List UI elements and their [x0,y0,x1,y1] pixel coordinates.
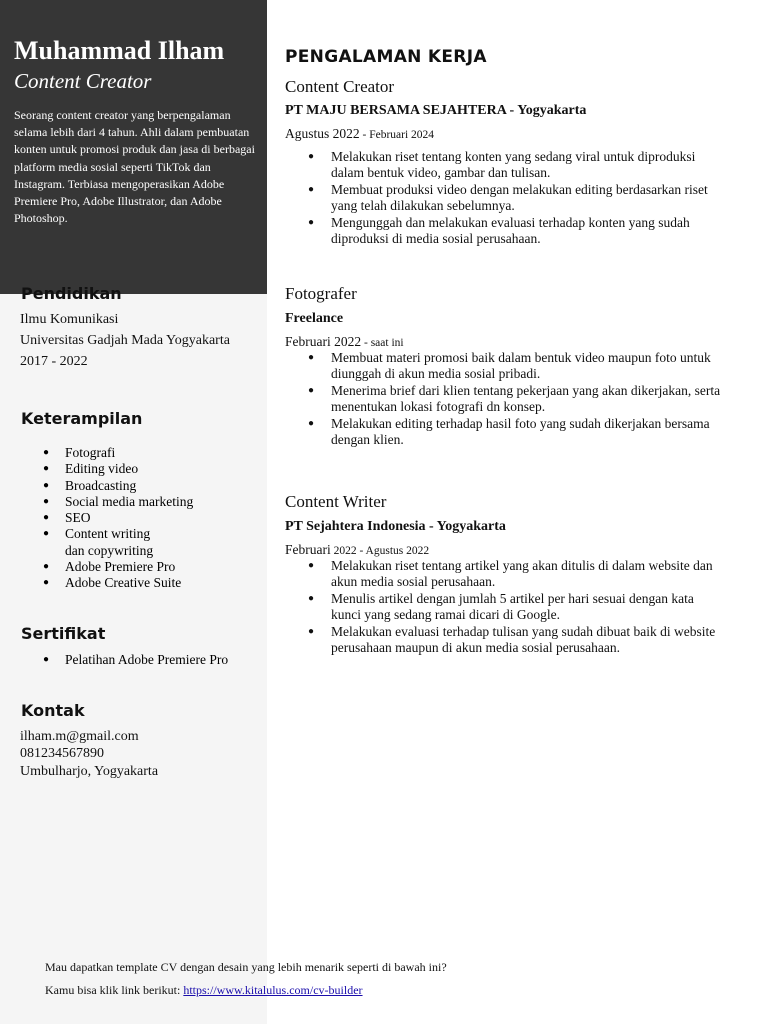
skill-item: ● SEO [20,510,250,526]
job-duty-item: ● Mengunggah dan melakukan evaluasi terhadap konten yang sudah diproduksi di media sosial perusahaan. [285,215,725,248]
job-period: Februari 2022 - saat ini [285,334,404,349]
job-company: PT Sejahtera Indonesia - Yogyakarta [285,519,506,534]
certificates-heading: Sertifikat [21,624,106,643]
job-duty-item: ● Membuat materi promosi baik dalam bentuk video maupun foto untuk diunggah di akun media sosial pribadi. [285,350,725,383]
certificates-list [20,652,250,668]
candidate-title: Content Creator [14,69,152,93]
job-period: Februari 2022 - Agustus 2022 [285,542,430,557]
skill-item: ● Content writing dan copywriting [20,526,250,559]
education-school: Universitas Gadjah Mada Yogyakarta [20,333,230,348]
skills-heading: Keterampilan [21,409,143,428]
job-company: PT MAJU BERSAMA SEJAHTERA - Yogyakarta [285,103,587,118]
experience-heading: PENGALAMAN KERJA [285,47,487,67]
job-duty-item: ● Menerima brief dari klien tentang pekerjaan yang akan dikerjakan, serta menentukan lokasi fotografi dn konsep. [285,383,725,416]
job-title: Fotografer [285,284,357,303]
contact-email: ilham.m@gmail.com [20,729,139,744]
job-duties [285,149,725,247]
job-title: Content Creator [285,77,395,96]
education-heading: Pendidikan [21,284,122,303]
certificate-item: ● Pelatihan Adobe Premiere Pro [20,652,250,668]
job-duty-item: ● Melakukan riset tentang konten yang sedang viral untuk diproduksi dalam bentuk video, gambar dan tulisan. [285,149,725,182]
footer-promo-text: Mau dapatkan template CV dengan desain yang lebih menarik seperti di bawah ini? [45,960,447,974]
skill-item: ● Broadcasting [20,478,250,494]
job-duty-item: ● Melakukan editing terhadap hasil foto yang sudah dikerjakan bersama dengan klien. [285,416,725,449]
job-duty-item: ● Melakukan riset tentang artikel yang akan ditulis di dalam website dan akun media sosial perusahaan. [285,558,725,591]
footer-link-prefix: Kamu bisa klik link berikut: [45,983,184,997]
job-duties [285,558,725,656]
job-duty-item: ● Membuat produksi video dengan melakukan editing berdasarkan riset yang telah dilakukan sebelumnya. [285,182,725,215]
contact-phone: 081234567890 [20,746,104,761]
education-years: 2017 - 2022 [20,354,88,369]
skill-item: ● Editing video [20,461,250,477]
skill-item: ● Fotografi [20,445,250,461]
profile-summary: Seorang content creator yang berpengalaman selama lebih dari 4 tahun. Ahli dalam pembuatan konten untuk promosi produk dan jasa di berbagai platform media sosial seperti TikTok dan Instagram. Terbiasa mengoperasikan Adobe Premiere Pro, Adobe Illustrator, dan Adobe Photoshop. [14,108,255,226]
job-title: Content Writer [285,492,387,511]
contact-address: Umbulharjo, Yogyakarta [20,764,159,779]
candidate-name: Muhammad Ilham [14,36,225,65]
skills-list [20,445,250,592]
job-duty-item: ● Menulis artikel dengan jumlah 5 artikel per hari sesuai dengan kata kunci yang sedang ramai dicari di Google. [285,591,725,624]
job-duty-item: ● Melakukan evaluasi terhadap tulisan yang sudah dibuat baik di website perusahaan maupun di akun media sosial perusahaan. [285,624,725,657]
education-major: Ilmu Komunikasi [20,312,119,327]
footer-link-line [45,983,363,998]
skill-item: ● Adobe Premiere Pro [20,559,250,575]
skill-item: ● Social media marketing [20,494,250,510]
cv-builder-link[interactable]: https://www.kitalulus.com/cv-builder [183,983,363,997]
job-period: Agustus 2022 - Februari 2024 [285,126,435,141]
skill-item: ● Adobe Creative Suite [20,575,250,591]
job-duties [285,350,725,448]
job-company: Freelance [285,311,344,326]
contact-heading: Kontak [21,701,85,720]
